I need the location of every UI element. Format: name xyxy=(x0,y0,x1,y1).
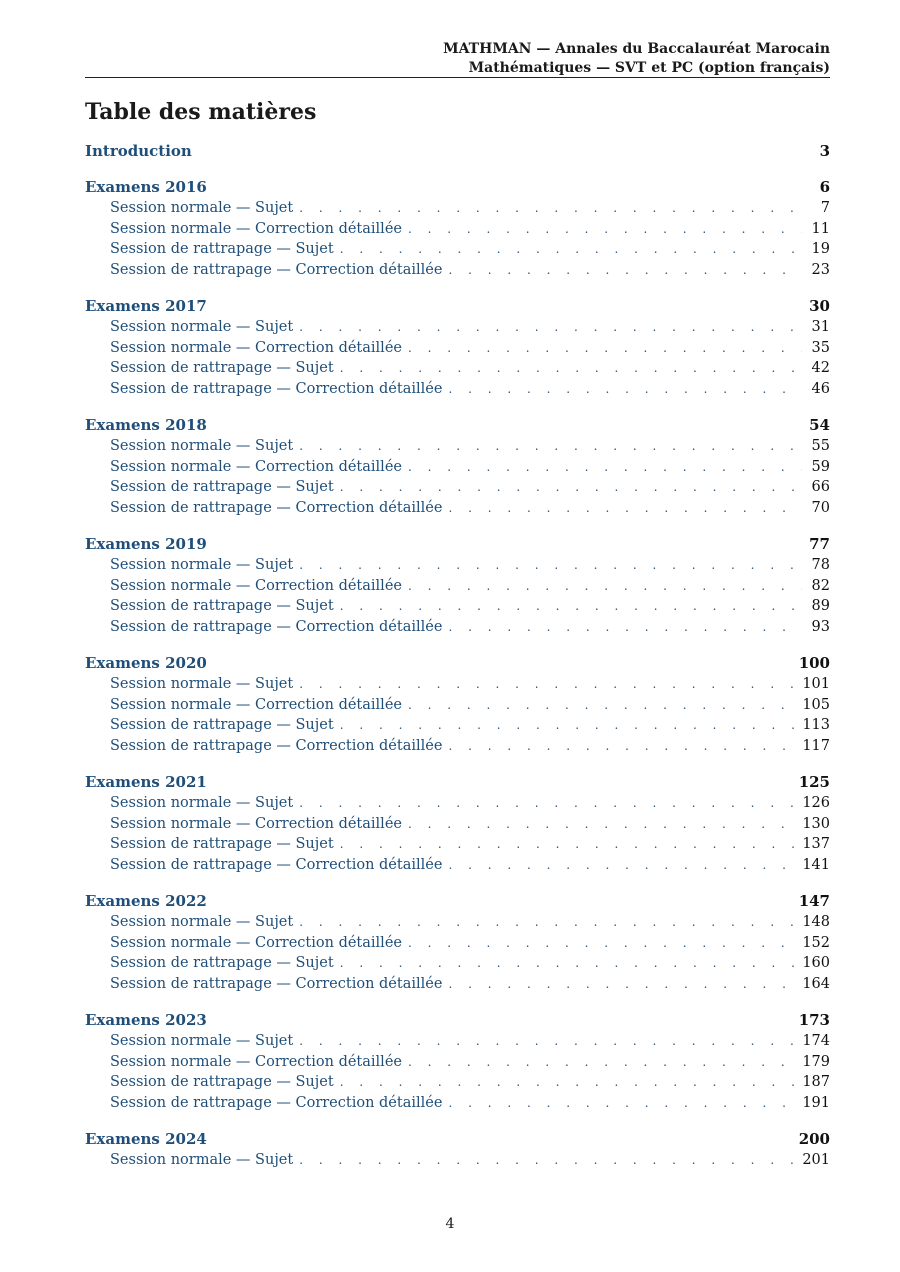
entry-title: Session de rattrapage — Correction détaillée xyxy=(110,1094,443,1111)
entry-page: 148 xyxy=(802,914,830,930)
entry-page: 117 xyxy=(802,737,830,754)
toc-entry-link[interactable] xyxy=(85,933,830,954)
toc-chapter-block xyxy=(85,653,830,756)
toc-entry-link[interactable] xyxy=(85,855,830,876)
toc-entry-link[interactable] xyxy=(85,793,830,814)
entry-title: Session normale — Sujet xyxy=(110,1152,294,1168)
entry-title: Session de rattrapage — Sujet xyxy=(110,241,334,257)
toc-entry-link[interactable] xyxy=(85,674,830,695)
entry-page: 11 xyxy=(811,220,830,237)
dot-leader xyxy=(448,260,802,281)
dot-leader xyxy=(299,198,802,219)
entry-title: Session de rattrapage — Correction détaillée xyxy=(110,499,443,516)
entry-title: Session normale — Sujet xyxy=(110,676,294,692)
chapter-page: 200 xyxy=(798,1130,830,1148)
toc-entry-link[interactable] xyxy=(85,219,830,240)
toc-chapter-block xyxy=(85,891,830,994)
dot-leader xyxy=(408,338,802,359)
entry-title: Session de rattrapage — Correction détaillée xyxy=(110,618,443,635)
toc-chapter-link[interactable] xyxy=(85,534,830,555)
toc-entry-link[interactable] xyxy=(85,912,830,933)
toc-entry-link[interactable] xyxy=(85,338,830,359)
entry-title: Session normale — Correction détaillée xyxy=(110,815,402,832)
toc-entry-link[interactable] xyxy=(85,436,830,457)
chapter-title: Examens 2022 xyxy=(85,892,207,910)
chapter-page: 3 xyxy=(819,142,830,160)
dot-leader xyxy=(408,814,796,835)
toc-entry-link[interactable] xyxy=(85,1052,830,1073)
entry-title: Session normale — Sujet xyxy=(110,438,294,454)
toc-entry-link[interactable] xyxy=(85,477,830,498)
entry-title: Session de rattrapage — Sujet xyxy=(110,836,334,852)
entry-page: 113 xyxy=(802,717,830,733)
toc-entry-link[interactable] xyxy=(85,555,830,576)
toc-entry-link[interactable] xyxy=(85,953,830,974)
dot-leader xyxy=(299,317,802,338)
entry-page: 201 xyxy=(802,1152,830,1168)
toc-entry-link[interactable] xyxy=(85,379,830,400)
dot-leader xyxy=(299,1150,796,1171)
entry-page: 179 xyxy=(802,1053,830,1070)
toc-chapter-block xyxy=(85,1129,830,1171)
dot-leader xyxy=(408,457,802,478)
dot-leader xyxy=(448,974,796,995)
entry-page: 174 xyxy=(802,1033,830,1049)
entry-page: 78 xyxy=(811,557,830,573)
dot-leader xyxy=(448,617,802,638)
entry-page: 137 xyxy=(802,836,830,852)
chapter-title: Examens 2017 xyxy=(85,297,207,315)
toc-chapter-link[interactable] xyxy=(85,772,830,793)
chapter-page: 77 xyxy=(809,535,830,553)
entry-title: Session normale — Sujet xyxy=(110,795,294,811)
toc-chapter-link[interactable] xyxy=(85,141,830,162)
dot-leader xyxy=(299,912,796,933)
chapter-page: 125 xyxy=(798,773,830,791)
entry-title: Session normale — Sujet xyxy=(110,914,294,930)
entry-page: 70 xyxy=(811,499,830,516)
dot-leader xyxy=(340,953,797,974)
dot-leader xyxy=(408,695,796,716)
entry-page: 101 xyxy=(802,676,830,692)
entry-page: 59 xyxy=(811,458,830,475)
entry-title: Session normale — Sujet xyxy=(110,200,294,216)
toc-entry-link[interactable] xyxy=(85,736,830,757)
dot-leader xyxy=(408,1052,796,1073)
entry-page: 105 xyxy=(802,696,830,713)
entry-title: Session normale — Correction détaillée xyxy=(110,458,402,475)
entry-title: Session normale — Correction détaillée xyxy=(110,1053,402,1070)
toc-entry-link[interactable] xyxy=(85,239,830,260)
dot-leader xyxy=(340,1072,797,1093)
dot-leader xyxy=(299,674,796,695)
toc-chapter-link[interactable] xyxy=(85,653,830,674)
entry-title: Session de rattrapage — Correction détaillée xyxy=(110,261,443,278)
dot-leader xyxy=(408,933,796,954)
page-number: 4 xyxy=(445,1216,455,1232)
toc-title: Table des matières xyxy=(85,99,317,125)
toc-entry-link[interactable] xyxy=(85,715,830,736)
entry-page: 82 xyxy=(811,577,830,594)
toc-entry-link[interactable] xyxy=(85,198,830,219)
entry-title: Session normale — Correction détaillée xyxy=(110,696,402,713)
entry-page: 93 xyxy=(811,618,830,635)
dot-leader xyxy=(340,477,802,498)
dot-leader xyxy=(299,1031,796,1052)
chapter-title: Examens 2023 xyxy=(85,1011,207,1029)
toc-entry-link[interactable] xyxy=(85,1093,830,1114)
toc-entry-link[interactable] xyxy=(85,457,830,478)
dot-leader xyxy=(340,834,797,855)
chapter-page: 100 xyxy=(798,654,830,672)
entry-page: 191 xyxy=(802,1094,830,1111)
entry-title: Session de rattrapage — Correction détaillée xyxy=(110,737,443,754)
entry-title: Session normale — Correction détaillée xyxy=(110,339,402,356)
toc-entry-link[interactable] xyxy=(85,974,830,995)
toc-entry-link[interactable] xyxy=(85,596,830,617)
dot-leader xyxy=(340,715,797,736)
entry-title: Session normale — Correction détaillée xyxy=(110,220,402,237)
toc-chapter-block xyxy=(85,772,830,875)
entry-page: 164 xyxy=(802,975,830,992)
entry-page: 55 xyxy=(811,438,830,454)
dot-leader xyxy=(299,793,796,814)
header-line-2: Mathématiques — SVT et PC (option français) xyxy=(468,60,830,76)
entry-title: Session de rattrapage — Sujet xyxy=(110,598,334,614)
entry-title: Session de rattrapage — Sujet xyxy=(110,360,334,376)
entry-page: 35 xyxy=(811,339,830,356)
dot-leader xyxy=(340,358,802,379)
entry-title: Session de rattrapage — Sujet xyxy=(110,717,334,733)
chapter-title: Examens 2020 xyxy=(85,654,207,672)
entry-title: Session de rattrapage — Correction détaillée xyxy=(110,856,443,873)
entry-title: Session normale — Correction détaillée xyxy=(110,577,402,594)
entry-title: Session normale — Sujet xyxy=(110,557,294,573)
chapter-title: Introduction xyxy=(85,142,192,160)
chapter-title: Examens 2016 xyxy=(85,178,207,196)
toc-entry-link[interactable] xyxy=(85,695,830,716)
dot-leader xyxy=(448,379,802,400)
dot-leader xyxy=(448,736,796,757)
toc-chapter-link[interactable] xyxy=(85,296,830,317)
header-line-1: MATHMAN — Annales du Baccalauréat Marocain xyxy=(443,41,830,57)
toc-chapter-link[interactable] xyxy=(85,891,830,912)
entry-title: Session de rattrapage — Sujet xyxy=(110,955,334,971)
chapter-title: Examens 2021 xyxy=(85,773,207,791)
chapter-title: Examens 2024 xyxy=(85,1130,207,1148)
toc-chapter-link[interactable] xyxy=(85,1129,830,1150)
chapter-title: Examens 2019 xyxy=(85,535,207,553)
entry-page: 66 xyxy=(811,479,830,495)
entry-page: 23 xyxy=(811,261,830,278)
entry-title: Session de rattrapage — Correction détaillée xyxy=(110,380,443,397)
toc-entry-link[interactable] xyxy=(85,834,830,855)
entry-page: 130 xyxy=(802,815,830,832)
chapter-page: 147 xyxy=(798,892,830,910)
entry-page: 187 xyxy=(802,1074,830,1090)
dot-leader xyxy=(448,498,802,519)
toc-entry-link[interactable] xyxy=(85,814,830,835)
toc-entry-link[interactable] xyxy=(85,617,830,638)
chapter-page: 173 xyxy=(798,1011,830,1029)
toc-entry-link[interactable] xyxy=(85,576,830,597)
toc-chapter-link[interactable] xyxy=(85,415,830,436)
toc-entry-link[interactable] xyxy=(85,1031,830,1052)
toc-chapter-link[interactable] xyxy=(85,1010,830,1031)
entry-page: 7 xyxy=(820,200,830,216)
toc-entry-link[interactable] xyxy=(85,317,830,338)
toc-entry-link[interactable] xyxy=(85,260,830,281)
entry-title: Session de rattrapage — Sujet xyxy=(110,479,334,495)
header-rule xyxy=(85,77,830,78)
entry-page: 126 xyxy=(802,795,830,811)
dot-leader xyxy=(448,1093,796,1114)
toc-entry-link[interactable] xyxy=(85,1150,830,1171)
toc-chapter-block xyxy=(85,415,830,518)
dot-leader xyxy=(408,576,802,597)
toc-entry-link[interactable] xyxy=(85,498,830,519)
dot-leader xyxy=(340,596,802,617)
toc-chapter-block xyxy=(85,296,830,399)
toc-entry-link[interactable] xyxy=(85,358,830,379)
entry-page: 31 xyxy=(811,319,830,335)
toc-introduction xyxy=(85,141,830,162)
chapter-title: Examens 2018 xyxy=(85,416,207,434)
dot-leader xyxy=(448,855,796,876)
entry-title: Session de rattrapage — Correction détaillée xyxy=(110,975,443,992)
chapter-page: 6 xyxy=(819,178,830,196)
entry-page: 89 xyxy=(811,598,830,614)
entry-page: 160 xyxy=(802,955,830,971)
table-of-contents xyxy=(85,141,830,1171)
entry-title: Session normale — Correction détaillée xyxy=(110,934,402,951)
entry-page: 46 xyxy=(811,380,830,397)
toc-chapter-block xyxy=(85,534,830,637)
dot-leader xyxy=(299,555,802,576)
toc-chapter-block xyxy=(85,177,830,280)
toc-entry-link[interactable] xyxy=(85,1072,830,1093)
entry-title: Session de rattrapage — Sujet xyxy=(110,1074,334,1090)
entry-page: 19 xyxy=(811,241,830,257)
entry-page: 141 xyxy=(802,856,830,873)
toc-chapter-block xyxy=(85,1010,830,1113)
chapter-page: 30 xyxy=(809,297,830,315)
entry-title: Session normale — Sujet xyxy=(110,1033,294,1049)
chapter-page: 54 xyxy=(809,416,830,434)
entry-page: 152 xyxy=(802,934,830,951)
entry-title: Session normale — Sujet xyxy=(110,319,294,335)
dot-leader xyxy=(299,436,802,457)
toc-chapters xyxy=(85,177,830,1171)
running-header xyxy=(85,40,830,78)
toc-chapter-link[interactable] xyxy=(85,177,830,198)
dot-leader xyxy=(408,219,802,240)
entry-page: 42 xyxy=(811,360,830,376)
dot-leader xyxy=(340,239,802,260)
